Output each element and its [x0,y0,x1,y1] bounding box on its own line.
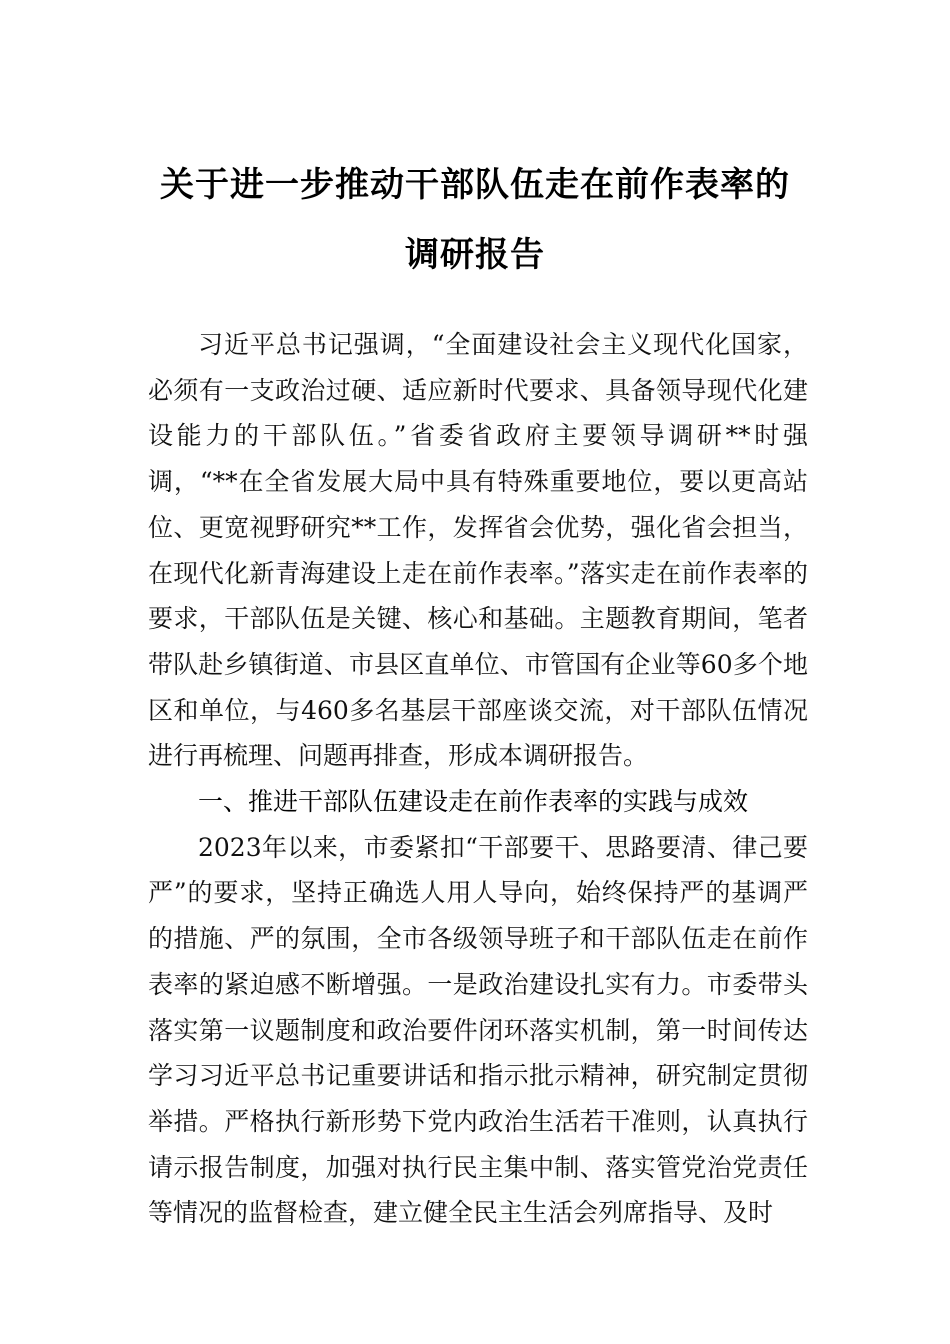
paragraph-section1: 2023年以来，市委紧扣“干部要干、思路要清、律己要严”的要求，坚持正确选人用人导向，始终保持严的基调严的措施、严的氛围，全市各级领导班子和干部队伍走在前作表率的紧迫感不断增强。一是政治建设扎实有力。市委带头落实第一议题制度和政治要件闭环落实机制，第一时间传达学习习近平总书记重要讲话和指示批示精神，研究制定贯彻举措。严格执行新形势下党内政治生活若干准则，认真执行请示报告制度，加强对执行民主集中制、落实管党治党责任等情况的监督检查，建立健全民主生活会列席指导、及时 [148,832,808,1228]
section-heading-1: 一、推进干部队伍建设走在前作表率的实践与成效 [198,787,749,817]
document-title-line1: 关于进一步推动干部队伍走在前作表率的 [160,165,790,205]
document-title-line2: 调研报告 [405,235,545,275]
paragraph-intro: 习近平总书记强调，“全面建设社会主义现代化国家，必须有一支政治过硬、适应新时代要求、具备领导现代化建设能力的干部队伍。”省委省政府主要领导调研**时强调，“**在全省发展大局中具有特殊重要地位，要以更高站位、更宽视野研究**工作，发挥省会优势，强化省会担当，在现代化新青海建设上走在前作表率。”落实走在前作表率的要求，干部队伍是关键、核心和基础。主题教育期间，笔者带队赴乡镇街道、市县区直单位、市管国有企业等60多个地区和单位，与460多名基层干部座谈交流，对干部队伍情况进行再梳理、问题再排查，形成本调研报告。 [148,330,808,771]
document-body [148,322,808,1236]
